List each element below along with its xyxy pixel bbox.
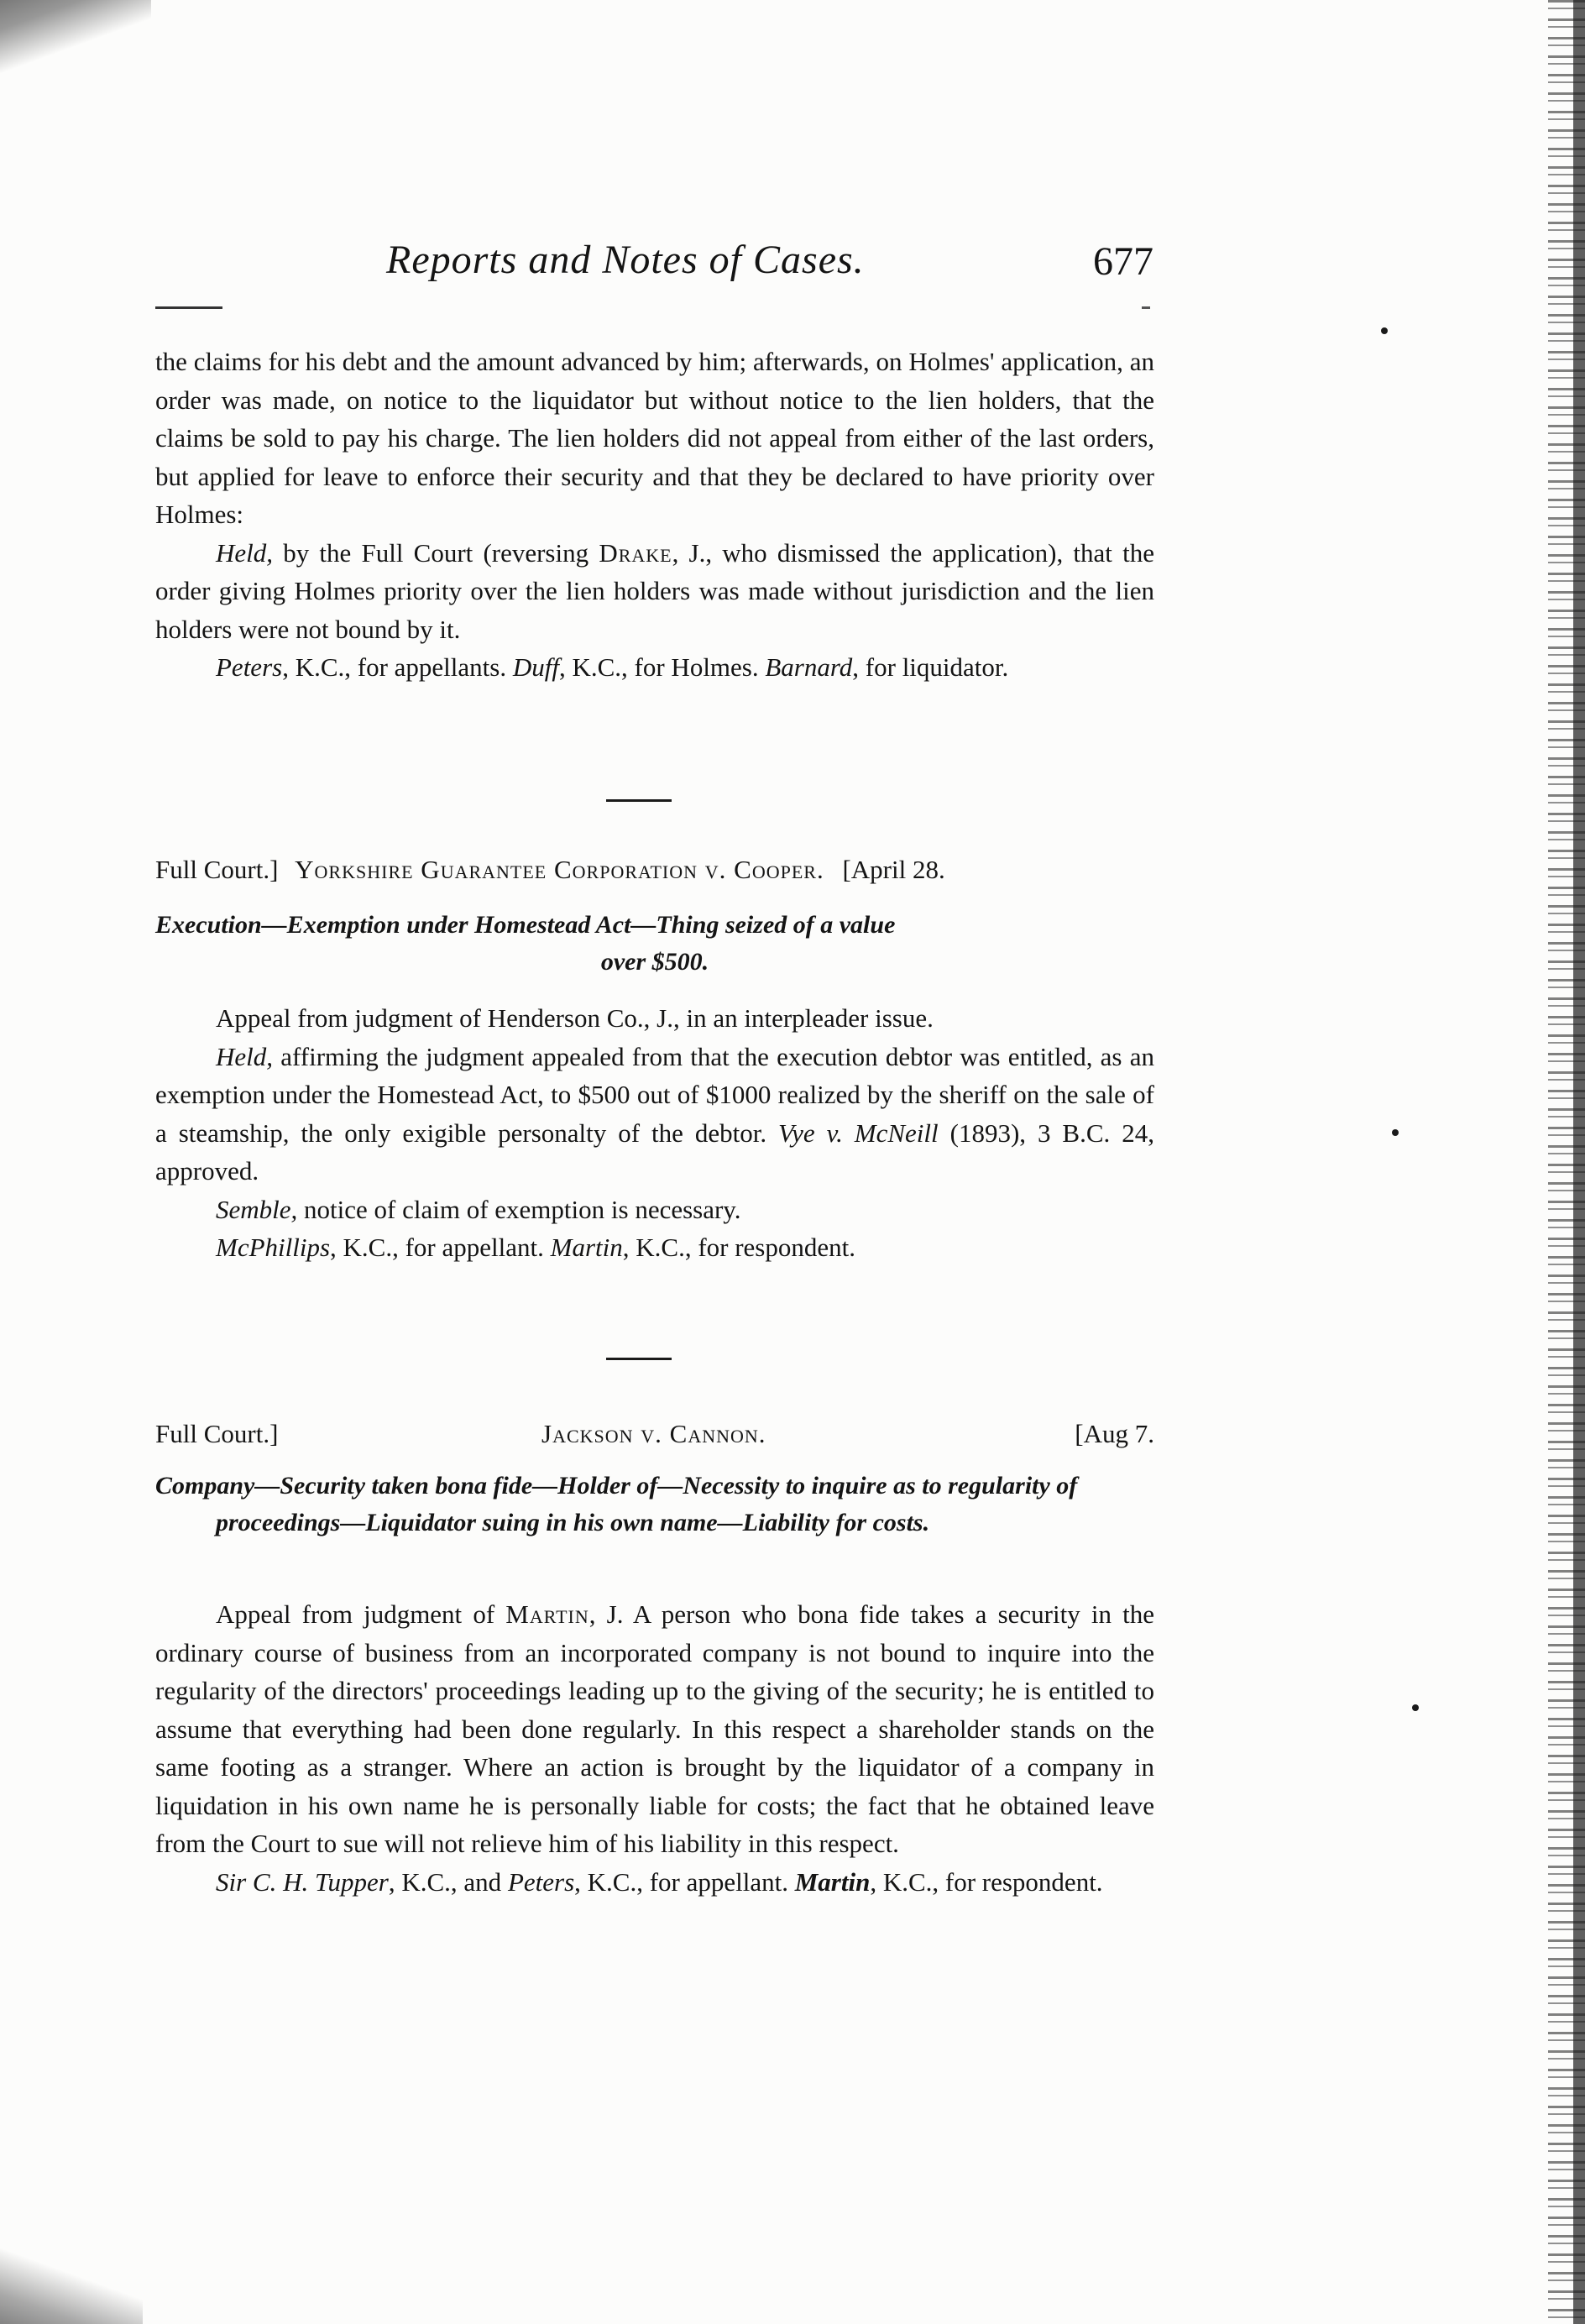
- scan-speck: [1392, 1129, 1399, 1136]
- case-body: [155, 1595, 1154, 1901]
- case-heading: [155, 1417, 1154, 1451]
- counsel-text: , K.C., and: [388, 1866, 508, 1897]
- counsel-text: , K.C., for appellants.: [282, 652, 513, 682]
- scan-corner-artifact: [0, 2223, 143, 2324]
- counsel-name: McPhillips: [216, 1233, 331, 1262]
- semble-paragraph: [155, 1191, 1154, 1229]
- case-title: Jackson v. Cannon.: [541, 1419, 766, 1448]
- page-number: 677: [1093, 239, 1153, 284]
- section-separator: [606, 1358, 672, 1360]
- counsel-text: , K.C., for appellant.: [330, 1233, 551, 1262]
- held-paragraph: [155, 534, 1154, 649]
- headnote-line: Company—Security taken bona fide—Holder of—Necessity to inquire as to regularity of proceedings—Liquidator suing in his own name—Liability for costs.: [155, 1472, 1078, 1536]
- held-text: by the Full Court (reversing: [273, 537, 599, 568]
- held-label: Held,: [216, 1041, 274, 1071]
- citation-name: Vye v. McNeill: [778, 1118, 939, 1148]
- court-label: Full Court.]: [155, 1419, 279, 1448]
- header-rule: [155, 306, 222, 309]
- counsel-text: , K.C., for Holmes.: [558, 652, 766, 682]
- counsel-name: Martin: [794, 1866, 871, 1897]
- judge-name: Martin: [505, 1599, 589, 1629]
- held-label: Held,: [216, 537, 274, 568]
- scan-speck: [1412, 1704, 1419, 1711]
- scan-corner-artifact: [0, 0, 151, 109]
- held-paragraph: [155, 1038, 1154, 1191]
- appeal-paragraph: Appeal from judgment of Henderson Co., J., in an interpleader issue.: [216, 1003, 934, 1033]
- headnote-line: Execution—Exemption under Homestead Act—Thing seized of a value: [155, 911, 896, 939]
- case-continuation: [155, 343, 1154, 687]
- case-date: [Aug 7.: [1075, 1419, 1154, 1448]
- counsel-paragraph: [155, 648, 1154, 687]
- counsel-name: Peters: [216, 652, 283, 682]
- case-heading: [155, 853, 1154, 887]
- headnote: [155, 907, 1154, 981]
- case-date: [April 28.: [842, 855, 945, 884]
- paragraph: the claims for his debt and the amount advanced by him; afterwards, on Holmes' application, an order was made, on notice to the liquidator but without notice to the lien holders, that the claims be sold to pay his charge. The lien holders did not appeal from either of the last orders, but applied for leave to enforce their security and that they be declared to have priority over Holmes:: [155, 347, 1154, 529]
- appeal-paragraph: [155, 1595, 1154, 1863]
- semble-text: notice of claim of exemption is necessary.: [297, 1194, 741, 1224]
- scan-edge-shadow: [1573, 0, 1585, 2324]
- counsel-name: Duff: [512, 652, 559, 682]
- counsel-paragraph: [155, 1863, 1154, 1902]
- counsel-name: Peters: [507, 1866, 575, 1897]
- counsel-text: , K.C., for respondent.: [622, 1233, 855, 1262]
- case-title: Yorkshire Guarantee Corporation v. Cooper.: [295, 855, 824, 884]
- counsel-text: , K.C., for respondent.: [870, 1866, 1103, 1897]
- judge-name: Drake: [599, 537, 672, 568]
- counsel-name: Barnard: [765, 652, 853, 682]
- running-head: Reports and Notes of Cases.: [386, 238, 865, 282]
- scan-speck: [1381, 327, 1388, 334]
- headnote-line: over $500.: [600, 948, 709, 976]
- section-separator: [606, 799, 672, 802]
- held-text: , J., who dismissed the application), that the order giving Holmes priority over the lien holders was made without jurisdiction and the lien holders were not bound by it.: [155, 537, 1154, 644]
- headnote: [155, 1468, 1154, 1541]
- citation-text: (1893), 3 B.C. 24, approved.: [155, 1118, 1154, 1186]
- appeal-text: Appeal from judgment of: [216, 1599, 506, 1629]
- held-text: affirming the judgment appealed from that the execution debtor was entitled, as an exemption under the Homestead Act, to $500 out of $1000 realized by the sheriff on the sale of a steamship, the only exigible personalty of the debtor.: [155, 1041, 1154, 1148]
- counsel-name: Martin: [550, 1233, 623, 1262]
- header-rule: [1142, 306, 1150, 309]
- counsel-paragraph: [155, 1228, 1154, 1267]
- counsel-text: , for liquidator.: [852, 652, 1009, 682]
- case-body: [155, 999, 1154, 1267]
- counsel-name: Sir C. H. Tupper: [216, 1866, 389, 1897]
- appeal-text: , J. A person who bona fide takes a security in the ordinary course of business from an incorporated company is not bound to inquire into the regularity of the directors' proceedings leading up to the giving of the security; he is entitled to assume that everything had been done regularly. In this respect a shareholder stands on the same footing as a stranger. Where an action is brought by the liquidator of a company in liquidation in his own name he is personally liable for costs; the fact that he obtained leave from the Court to sue will not relieve him of his liability in this respect.: [155, 1599, 1154, 1858]
- court-label: Full Court.]: [155, 855, 279, 884]
- semble-label: Semble,: [216, 1194, 298, 1224]
- counsel-text: , K.C., for appellant.: [574, 1866, 795, 1897]
